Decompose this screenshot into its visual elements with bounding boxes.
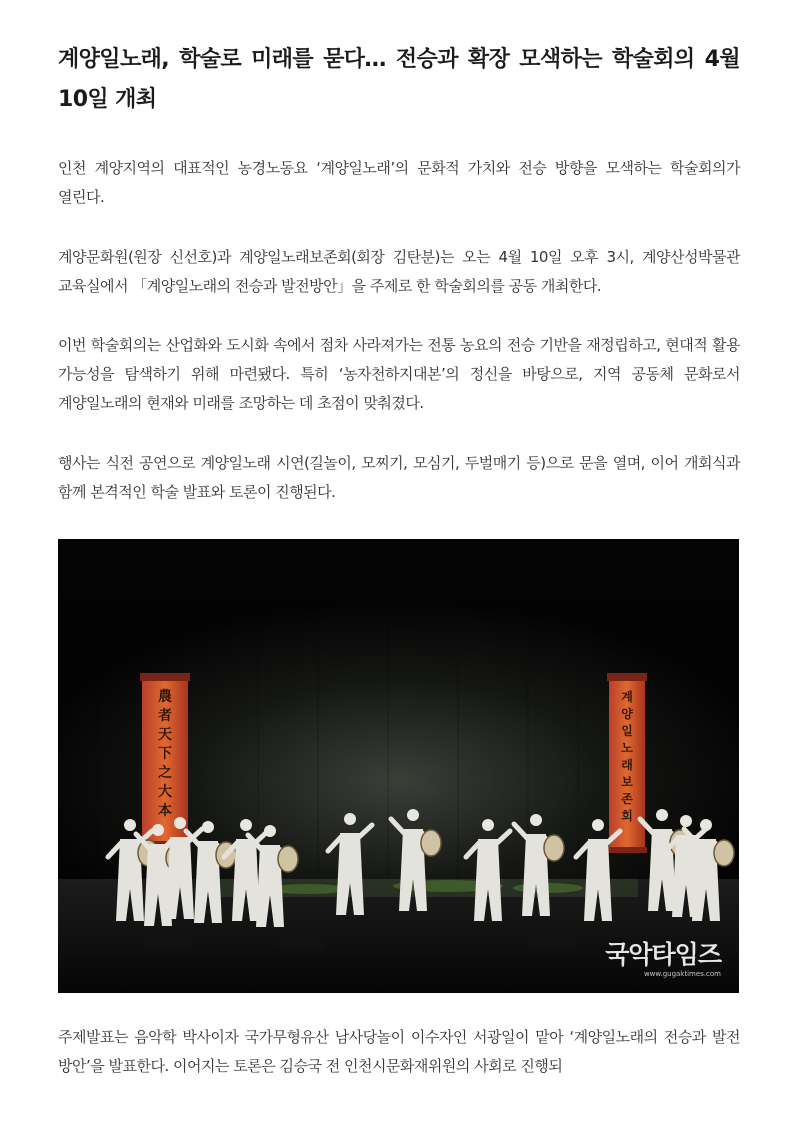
article-paragraph-5: 주제발표는 음악학 박사이자 국가무형유산 남사당놀이 이수자인 서광일이 맡아 ‘계양일노래의 전승과 발전 방안’을 발표한다. 이어지는 토론은 김승국 전 인천시문화재위원의 사회로 진행되 — [58, 1028, 740, 1075]
banner-left-text: 農者天下之大本 — [158, 689, 172, 819]
article-headline: 계양일노래, 학술로 미래를 묻다… 전승과 확장 모색하는 학술회의 4월 10일 개최 — [58, 47, 740, 112]
hand-drum — [714, 840, 734, 866]
banner-right-text: 계 양 일 노 래 보 존 회 — [621, 690, 633, 823]
stage-scene — [58, 539, 739, 993]
article-paragraph-1: 인천 계양지역의 대표적인 농경노동요 ‘계양일노래’의 문화적 가치와 전승 방향을 모색하는 학술회의가 열린다. — [58, 159, 740, 206]
watermark-logo: 국악타임즈 — [605, 940, 721, 969]
article-paragraph-3: 이번 학술회의는 산업화와 도시화 속에서 점차 사라져가는 전통 농요의 전승 기반을 재정립하고, 현대적 활용 가능성을 탐색하기 위해 마련됐다. 특히 ‘농자천하지대본’의 정신을 바탕으로, 지역 공동체 문화로서 계양일노래의 현재와 미래를 조망하는 데 초점이 맞춰졌다. — [58, 336, 740, 412]
article — [58, 40, 740, 1075]
watermark — [605, 941, 721, 979]
performance-photo — [58, 539, 739, 993]
hand-drum — [421, 830, 441, 856]
hand-drum — [544, 835, 564, 861]
banner-right — [607, 673, 647, 853]
watermark-url: www.gugaktimes.com — [643, 970, 721, 978]
hand-drum — [278, 846, 298, 872]
article-paragraph-4: 행사는 식전 공연으로 계양일노래 시연(길놀이, 모찌기, 모심기, 두벌매기 등)으로 문을 열며, 이어 개회식과 함께 본격적인 학술 발표와 토론이 진행된다. — [58, 454, 740, 501]
article-paragraph-2: 계양문화원(원장 신선호)과 계양일노래보존회(회장 김탄분)는 오는 4월 10일 오후 3시, 계양산성박물관 교육실에서 「계양일노래의 전승과 발전방안」을 주제로 한 학술회의를 공동 개최한다. — [58, 248, 740, 295]
